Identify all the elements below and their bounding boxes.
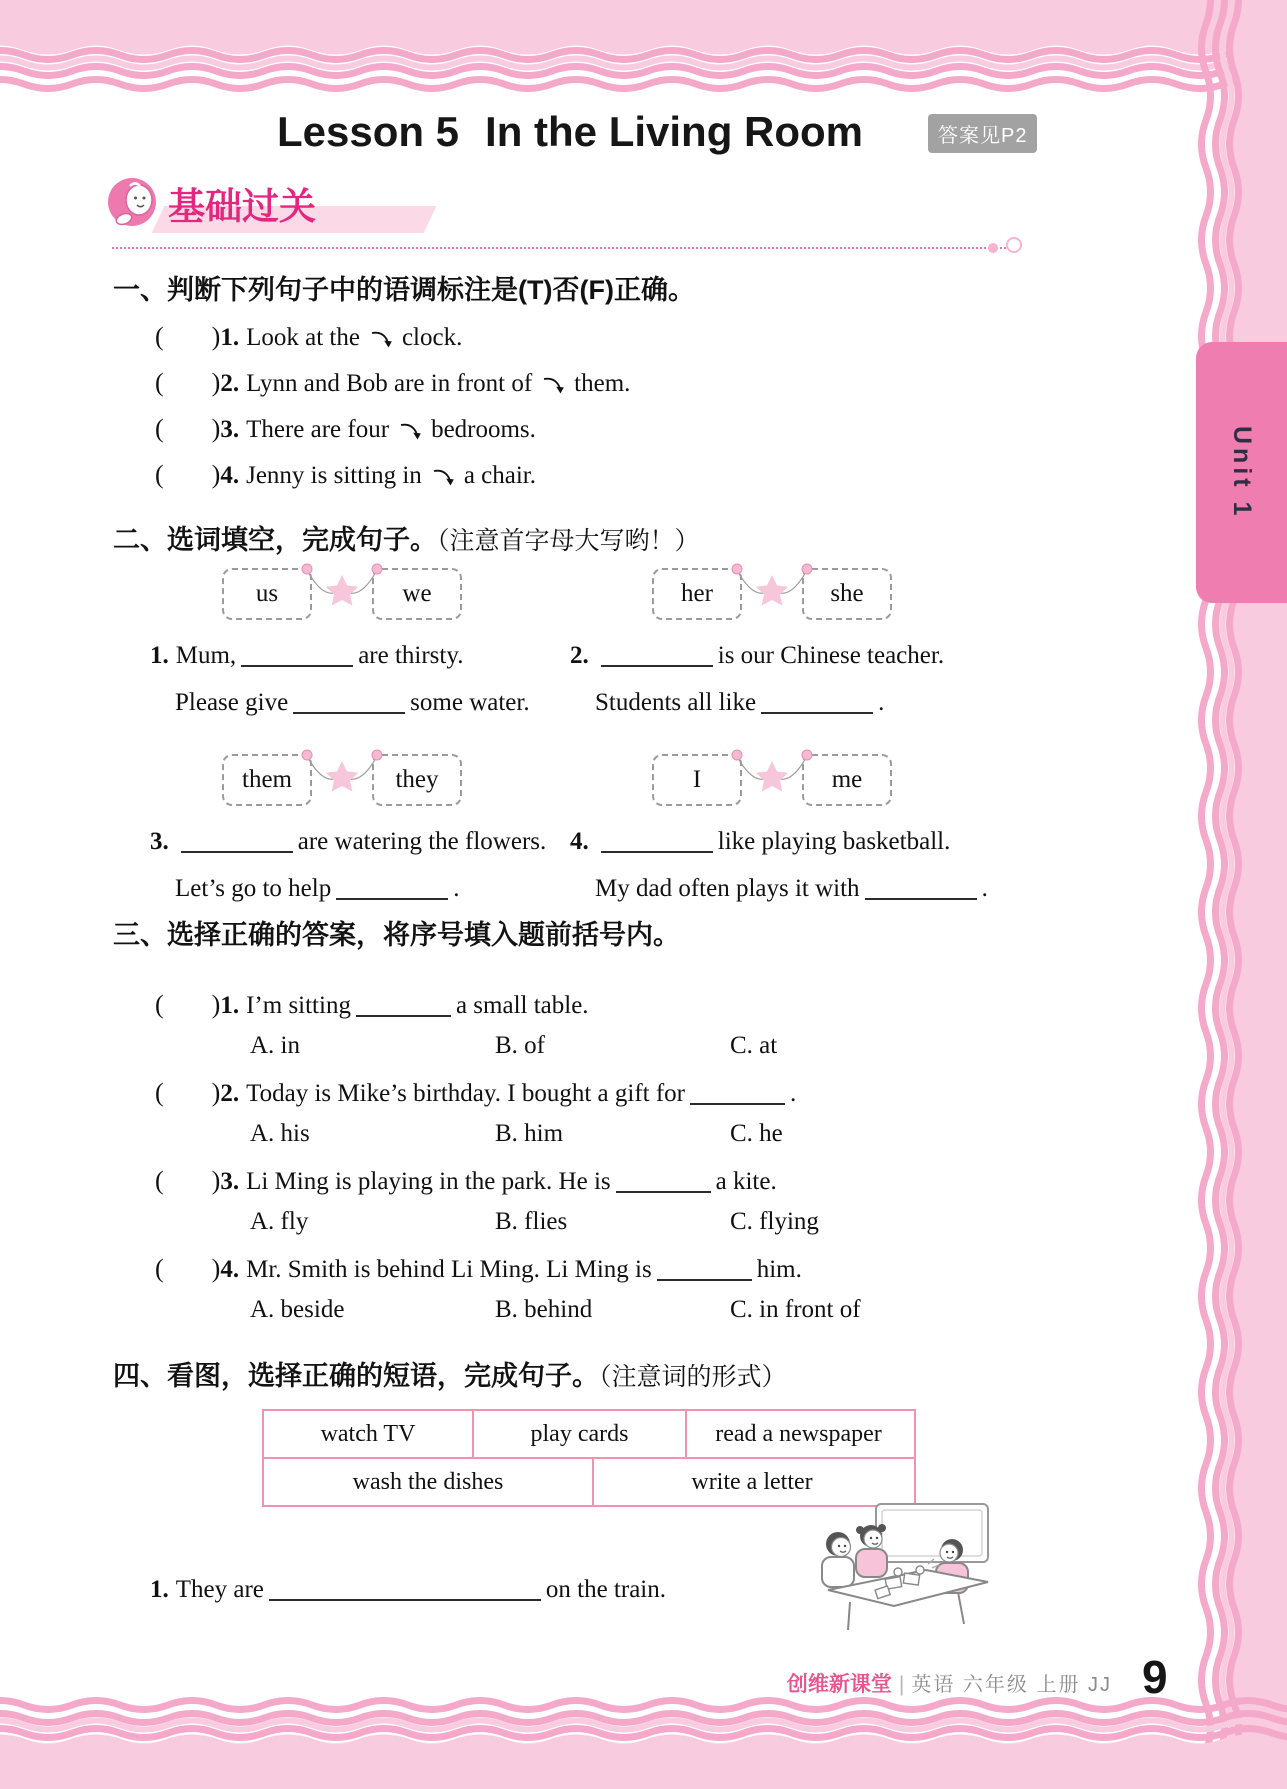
blank-line	[181, 835, 293, 853]
section1-list	[113, 320, 630, 504]
tone-question-3: ( )3. There are four bedrooms.	[155, 414, 536, 443]
choice-question-3: ( )3. Li Ming is playing in the park. He is a kite. A. fly B. flies C. flying	[113, 1163, 861, 1251]
option-b: B. him	[495, 1120, 564, 1147]
word-box: I	[652, 754, 742, 806]
choice-question-2: ( )2. Today is Mike’s birthday. I bought a gift for . A. his B. him C. he	[113, 1075, 861, 1163]
star-connector-icon	[297, 560, 387, 618]
option-a: A. fly	[250, 1208, 309, 1235]
star-connector-icon	[727, 560, 817, 618]
section4-note: （注意词的形式）	[599, 1364, 787, 1391]
option-c: C. in front of	[730, 1296, 861, 1323]
option-c: C. at	[730, 1032, 778, 1059]
option-b: B. of	[495, 1032, 545, 1059]
word-box: she	[802, 568, 892, 620]
section2-note: （注意首字母大写哟！）	[437, 528, 700, 555]
word-box: her	[652, 568, 742, 620]
footer-separator: |	[898, 1673, 905, 1696]
phrase-cell: read a newspaper	[685, 1411, 910, 1457]
section2-items-1-2	[150, 632, 1050, 726]
tone-question-1: ( )1. Look at the clock.	[155, 322, 463, 351]
fill-item-1: 1. Mum, are thirsty. Please give some water.	[150, 642, 530, 716]
blank-line	[616, 1175, 711, 1193]
blank-line	[761, 696, 873, 714]
blank-line	[865, 882, 977, 900]
section1-title: 一、判断下列句子中的语调标注是(T)否(F)正确。	[113, 275, 695, 305]
blank-line	[601, 649, 713, 667]
section4-title: 四、看图，选择正确的短语，完成句子。（注意词的形式）	[113, 1361, 787, 1391]
falling-tone-arrow-icon	[400, 420, 424, 440]
phrase-cell: write a letter	[592, 1459, 910, 1505]
word-pair-us-we	[222, 568, 462, 620]
phrase-cell: watch TV	[320, 1421, 416, 1447]
word-box: them	[222, 754, 312, 806]
option-a: A. beside	[250, 1296, 345, 1323]
picture-sentence-1: 1. They are on the train.	[150, 1576, 666, 1603]
divider-dot	[988, 243, 998, 253]
phrase-cell: wash the dishes	[352, 1469, 504, 1495]
blank-line	[690, 1087, 785, 1105]
option-b: B. behind	[495, 1296, 593, 1323]
choice-question-1: ( )1. I’m sitting a small table. A. in B. of C. at	[113, 987, 861, 1075]
section2-title: 二、选词填空，完成句子。（注意首字母大写哟！）	[113, 525, 700, 555]
word-pair-i-me	[652, 754, 892, 806]
word-box: we	[372, 568, 462, 620]
blank-line	[269, 1583, 541, 1601]
option-c: C. he	[730, 1120, 783, 1147]
section3-list	[113, 987, 861, 1339]
star-connector-icon	[727, 746, 817, 804]
word-box: they	[372, 754, 462, 806]
unit-tab-label: Unit 1	[1228, 425, 1256, 520]
blank-line	[241, 649, 353, 667]
blank-line	[356, 999, 451, 1017]
section3-title: 三、选择正确的答案，将序号填入题前括号内。	[113, 920, 680, 950]
footer-info: 英语 六年级 上册 JJ	[911, 1674, 1112, 1696]
falling-tone-arrow-icon	[371, 328, 395, 348]
lesson-title: In the Living Room	[485, 108, 864, 155]
option-b: B. flies	[495, 1208, 568, 1235]
option-c: C. flying	[730, 1208, 819, 1235]
blank-line	[336, 882, 448, 900]
section2-items-3-4	[150, 818, 1050, 912]
tone-question-2: ( )2. Lynn and Bob are in front of them.	[155, 368, 631, 397]
section-banner-label: 基础过关	[168, 186, 316, 227]
blank-line	[601, 835, 713, 853]
dotted-divider	[112, 247, 1014, 249]
falling-tone-arrow-icon	[543, 374, 567, 394]
fill-item-2: 2. is our Chinese teacher. Students all like .	[570, 642, 945, 716]
blank-line	[293, 696, 405, 714]
word-box: us	[222, 568, 312, 620]
blank-line	[657, 1263, 752, 1281]
word-pair-her-she	[652, 568, 892, 620]
lesson-number: Lesson 5	[276, 108, 460, 155]
tone-question-4: ( )4. Jenny is sitting in a chair.	[155, 460, 536, 489]
phrase-cell: play cards	[472, 1411, 685, 1457]
footer-brand: 创维新课堂	[786, 1673, 892, 1696]
phrase-bank-table	[262, 1409, 916, 1507]
option-a: A. his	[250, 1120, 310, 1147]
train-card-game-illustration	[808, 1502, 993, 1637]
word-pair-them-they	[222, 754, 462, 806]
child-face-icon	[106, 174, 162, 230]
fill-item-4: 4. like playing basketball. My dad often plays it with .	[570, 828, 988, 902]
star-connector-icon	[297, 746, 387, 804]
unit-tab	[1196, 342, 1287, 603]
page-number: 9	[1142, 1651, 1168, 1703]
fill-item-3: 3. are watering the flowers. Let’s go to help .	[150, 828, 547, 902]
divider-ring	[1006, 237, 1022, 253]
answer-reference-badge: 答案见P2	[928, 114, 1037, 153]
choice-question-4: ( )4. Mr. Smith is behind Li Ming. Li Ming is him. A. beside B. behind C. in front of	[113, 1251, 861, 1339]
falling-tone-arrow-icon	[433, 466, 457, 486]
option-a: A. in	[250, 1032, 300, 1059]
word-box: me	[802, 754, 892, 806]
footer	[500, 1668, 1112, 1698]
